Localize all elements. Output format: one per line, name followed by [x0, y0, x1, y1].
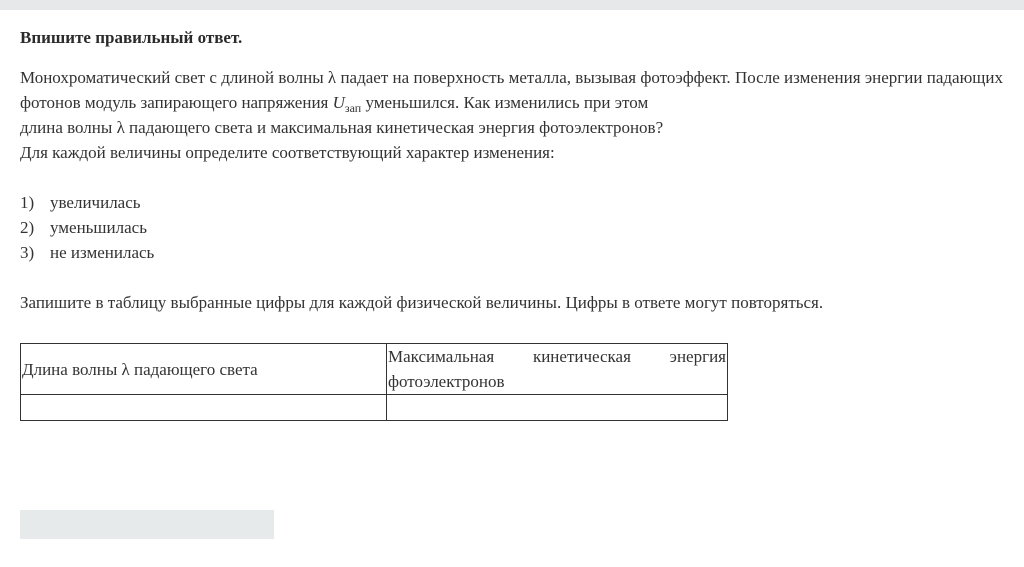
option-item [20, 190, 1003, 215]
answer-note: Запишите в таблицу выбранные цифры для каждой физической величины. Цифры в ответе могут повторяться. [20, 293, 824, 312]
header-kinetic-energy [387, 344, 728, 395]
header-word: Максимальная [388, 347, 495, 366]
header-word: кинетическая [532, 347, 631, 366]
header-kinetic-energy-line-2: фотоэлектронов [388, 372, 505, 391]
voltage-subscript: зап [344, 101, 362, 115]
task-paragraph-2: длина волны λ падающего света и максимальная кинетическая энергия фотоэлектронов? [20, 118, 664, 137]
top-bar [0, 0, 1024, 10]
submit-button[interactable] [20, 510, 274, 539]
option-number: 3) [20, 243, 35, 262]
option-item [20, 240, 1003, 265]
option-number: 2) [20, 218, 35, 237]
answer-table [20, 343, 728, 421]
option-label: не изменилась [50, 243, 155, 262]
options-list [20, 190, 1003, 265]
task-instruction: Впишите правильный ответ. [20, 28, 243, 47]
header-kinetic-energy-line-1 [388, 344, 726, 369]
answer-table-header-row [21, 344, 728, 395]
header-wavelength: Длина волны λ падающего света [21, 344, 387, 395]
answer-cell-kinetic-energy[interactable] [387, 395, 728, 421]
option-label: увеличилась [50, 193, 141, 212]
task-paragraph-1 [20, 65, 1003, 115]
option-item [20, 215, 1003, 240]
option-label: уменьшилась [50, 218, 147, 237]
header-word: энергия [669, 347, 726, 366]
task-text [20, 65, 1003, 165]
option-number: 1) [20, 193, 35, 212]
answer-table-input-row [21, 395, 728, 421]
task-paragraph-3: Для каждой величины определите соответствующий характер изменения: [20, 143, 555, 162]
voltage-symbol: U [332, 93, 345, 112]
task-paragraph-1-a: Монохроматический свет с длиной волны λ падает на поверхность металла, вызывая фотоэффект. После изменения энергии падающих фотонов модуль запирающего напряжения [20, 68, 1003, 112]
task-content [20, 26, 1003, 340]
task-paragraph-1-b: уменьшился. Как изменились при этом [361, 93, 649, 112]
answer-cell-wavelength[interactable] [21, 395, 387, 421]
